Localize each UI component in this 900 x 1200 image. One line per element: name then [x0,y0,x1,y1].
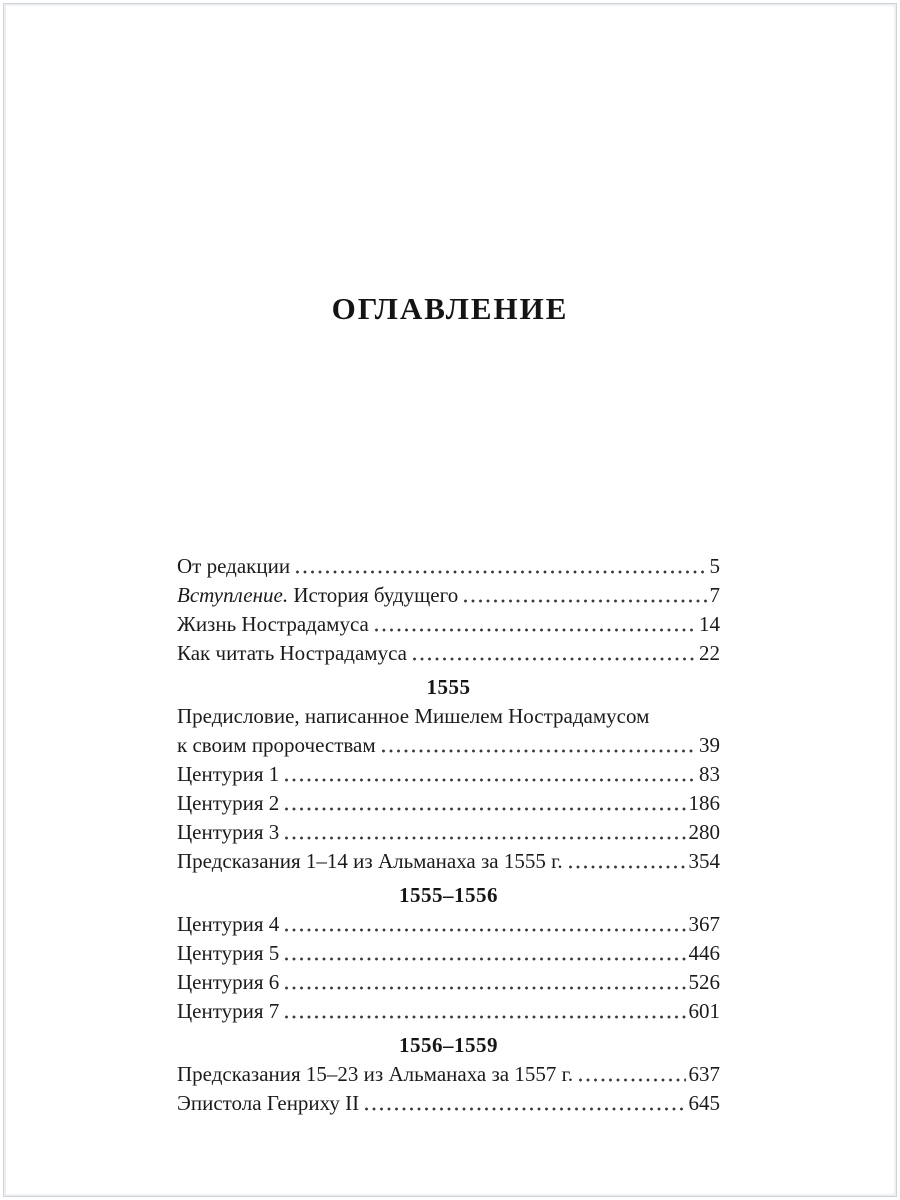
toc-entry-label-italic: Вступление. [177,583,289,607]
toc-entry-label: Центурия 2 [177,791,280,815]
toc-section-1556-1559 [177,1031,720,1118]
toc-entry-page: 280 [688,820,720,844]
toc-entry [177,818,720,847]
toc-entry [177,997,720,1026]
toc-entry [177,847,720,876]
dot-leader [285,807,685,811]
toc-entry-label: Центурия 5 [177,941,280,965]
toc-entry-page: 601 [688,999,720,1023]
dot-leader [382,749,696,753]
toc-entry-label: Как читать Нострадамуса [177,641,407,665]
toc-entry-label: Центурия 7 [177,999,280,1023]
dot-leader [569,865,686,869]
toc-entry-label: От редакции [177,554,291,578]
toc-entry-label: Жизнь Нострадамуса [177,612,369,636]
dot-leader [285,1015,685,1019]
toc-entry [177,1060,720,1089]
toc-entry [177,1089,720,1118]
toc-entry [177,760,720,789]
toc-entry-label [177,581,458,610]
toc-entry [177,789,720,818]
toc-entry-page: 5 [709,554,720,578]
section-heading: 1556–1559 [399,1033,498,1057]
toc-entry-page: 367 [688,912,720,936]
toc-entry-page: 637 [688,1062,720,1086]
toc-entry [177,552,720,581]
toc-entry-page: 354 [688,849,720,873]
toc-entry-label-rest: История будущего [288,583,459,607]
toc-entry-label: Центурия 3 [177,820,280,844]
toc-entry [177,639,720,668]
toc-section-front [177,552,720,668]
toc-entry-label: Центурия 6 [177,970,280,994]
toc-entry-page: 645 [688,1091,720,1115]
dot-leader [285,836,685,840]
toc-entry-page: 83 [699,762,720,786]
dot-leader [285,928,685,932]
toc-entry-page: 14 [699,612,720,636]
section-heading: 1555–1556 [399,883,498,907]
toc-entry-page: 186 [688,791,720,815]
toc-entry-label: Центурия 1 [177,762,280,786]
dot-leader [464,599,706,603]
dot-leader [285,778,696,782]
dot-leader [375,628,696,632]
toc-section-1555 [177,673,720,876]
toc-entry-label: Предсказания 1–14 из Альманаха за 1555 г. [177,849,563,873]
toc-entry [177,581,720,610]
table-of-contents [177,552,720,1118]
toc-section-1555-1556 [177,881,720,1026]
toc-entry-page: 526 [688,970,720,994]
dot-leader [365,1107,685,1111]
toc-entry-line2 [177,731,720,760]
toc-entry-label: Центурия 4 [177,912,280,936]
page-title: ОГЛАВЛЕНИЕ [331,291,569,326]
section-heading: 1555 [426,675,471,699]
toc-entry-label: Предсказания 15–23 из Альманаха за 1557 г. [177,1062,574,1086]
toc-entry [177,910,720,939]
toc-entry-page: 22 [699,641,720,665]
dot-leader [413,657,696,661]
dot-leader [285,957,685,961]
dot-leader [579,1078,685,1082]
toc-entry-label-line1: Предисловие, написанное Мишелем Нострадамусом [177,704,650,728]
toc-entry [177,610,720,639]
toc-entry-page: 39 [699,733,720,757]
toc-entry-page: 7 [709,583,720,607]
dot-leader [285,986,685,990]
toc-entry [177,702,720,760]
dot-leader [296,570,706,574]
toc-entry [177,939,720,968]
toc-entry-page: 446 [688,941,720,965]
toc-entry-label: Эпистола Генриху II [177,1091,360,1115]
toc-entry-label: к своим пророчествам [177,733,376,757]
toc-entry [177,968,720,997]
